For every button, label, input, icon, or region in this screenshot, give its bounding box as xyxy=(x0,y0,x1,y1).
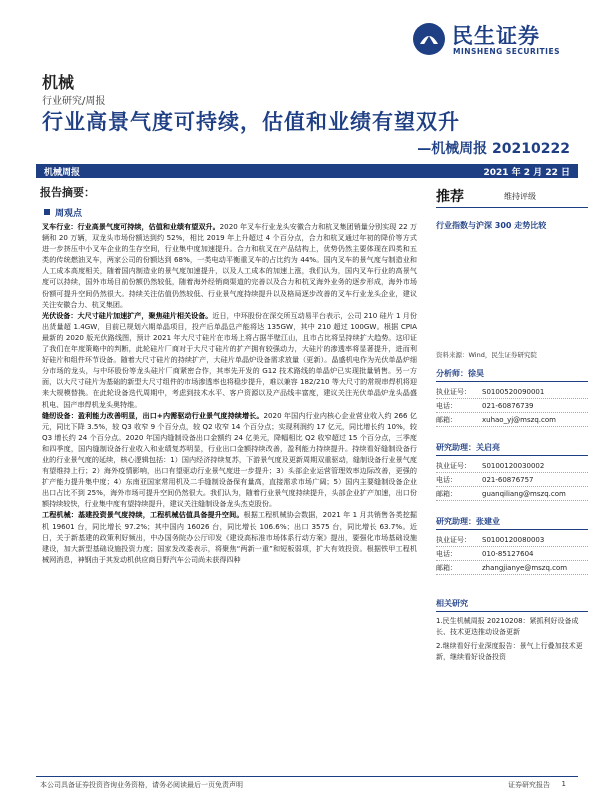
paragraph xyxy=(42,310,417,410)
related-item[interactable]: 1.民生机械周报 20210208：紧抓利好设备成长、技术更迭推动设备更新 xyxy=(436,617,579,636)
field-key: 执业证号： xyxy=(436,462,471,470)
title-band xyxy=(36,164,578,178)
rating-label: 推荐 xyxy=(436,189,464,205)
analyst-row xyxy=(436,561,588,575)
related-item[interactable]: 2.继续看好行业深度报告：景气上行叠加技术更新，继续看好设备投资 xyxy=(436,642,583,661)
analyst-role: 分析师： xyxy=(436,369,468,378)
paragraph-lead: 光伏设备：大尺寸硅片加速扩产，聚焦硅片相关设备。 xyxy=(42,310,213,320)
square-bullet-icon xyxy=(44,209,50,215)
field-value[interactable]: zhangjianye@mszq.com xyxy=(482,564,568,572)
section-heading xyxy=(44,206,82,219)
brand-name-en: MINSHENG SECURITIES xyxy=(453,47,560,56)
field-value: S0100120080003 xyxy=(482,536,545,544)
summary-body xyxy=(42,221,417,565)
analyst-row xyxy=(436,399,588,413)
field-key: 执业证号： xyxy=(436,388,471,396)
analyst-row xyxy=(436,385,588,399)
rating-value: 维持评级 xyxy=(504,192,536,201)
field-value: 021-60876757 xyxy=(482,476,534,484)
paragraph-text: 近日，中环股份在深交所互动易平台表示，公司 210 硅片 1 月份出货量超 1.4GW，目前已规划六期单晶项目，投产后单晶总产能将达 135GW，其中 210 超过 100GW。根据 CPIA 最新的 2020 版光伏路线图，预计 2021 年大尺寸硅片在市场上将占据半壁江山，且市占比将呈持续扩大趋势。这印证了我们在年度策略中的判断，此轮硅片厂商对于大尺寸硅片的扩产拥有较强动力，大硅片的渗透率将显著提升，进而利好硅片和组件环节设备。随着大尺寸硅片的持续扩产，大硅片单晶炉设备需求放量（更新）。晶盛机电作为光伏单晶炉细分市场的龙头，与中环股份等龙头硅片厂商紧密合作，其率先开发的 G12 技术路线的单晶炉已实现批量销售。另一方面，以大尺寸硅片为基础的新型大尺寸组件的市场渗透率也将稳步提升，难以兼容 182/210 等大尺寸的常规串焊机将迎来大规模替换。在此轮设备迭代周期中，考虑到技术水平、客户资源以及产品线丰富度，建议关注光伏单晶炉龙头晶盛机电、国产串焊机龙头奥特维。 xyxy=(42,310,417,409)
paragraph xyxy=(42,410,417,510)
summary-label: 报告摘要： xyxy=(40,186,95,199)
field-value[interactable]: guanqiliang@mszq.com xyxy=(482,490,566,498)
page-subtitle: —机械周报 20210222 xyxy=(417,141,570,157)
field-value: 010-85127604 xyxy=(482,550,534,558)
paragraph-lead: 叉车行业：行业高景气度可持续，估值和业绩有望双升。 xyxy=(42,222,220,231)
analyst-name: 张建业 xyxy=(476,517,500,526)
footer-disclaimer: 本公司具备证券投资咨询业务资格，请务必阅读最后一页免责声明 xyxy=(40,781,243,789)
field-value[interactable]: xuhao_yj@mszq.com xyxy=(482,416,556,424)
analyst-block xyxy=(436,516,588,575)
field-value: S0100520090001 xyxy=(482,388,545,396)
chart-source: 资料来源：Wind，民生证券研究院 xyxy=(436,351,537,359)
paragraph-text: 2020 年国内行业内核心企业营业收入约 266 亿元，同比下降 3.5%，较 Q3 收窄 9 个百分点，较 Q2 收窄 14 个百分点；实现利润约 17 亿元，同比增长约 10%，较 Q3 增长约 24 个百分点。2020 年国内缝制设备出口金额约 24 亿美元，降幅相比 Q2 收窄超过 15 个百分点，三季度和四季度，国内缝制设备行业收入和业绩复苏明显，行业出口金额持续改善，盈利能力持续提升。持续看好缝制设备行业的行业景气度的延续，核心逻辑包括：1）国内经济持续复苏，下游景气度及更新周期双重驱动，缝制设备行业景气度有望维持上行；2）海外疫情影响，出口有望驱动行业景气度进一步提升；3）头部企业运营管理效率边际改善，更强的扩产能力提升集中度；4）东南亚国家常用机及二手缝制设备保有量高，直接需求市场广阔；5）国内主要缝制设备企业出口占比不到 25%，海外市场可提升空间仍然很大。我们认为，随着行业景气度持续提升，头部企业扩产加速，出口份额持续较快，行业集中度有望持续提升，建议关注缝制设备龙头杰克股份。 xyxy=(42,410,417,509)
analyst-name-line xyxy=(436,442,588,456)
section-heading-text: 周观点 xyxy=(55,209,83,219)
paragraph-lead: 缝纫设备：盈利能力改善明显，出口+内需驱动行业景气度持续增长。 xyxy=(42,410,264,420)
sidebar xyxy=(436,186,588,661)
footer-doc-type: 证券研究报告 xyxy=(508,781,550,789)
brand-name-cn: 民生证券 xyxy=(452,24,540,48)
page-number: 1 xyxy=(561,780,566,788)
paragraph xyxy=(42,221,417,310)
field-key: 电话： xyxy=(436,476,457,484)
paragraph-text: 2020 年叉车行业龙头安徽合力和杭叉集团销量分别实现 22 万辆和 20 万辆，双龙头市场份额达到约 52%，相比 2019 年上升超过 4 个百分点，合力和杭叉通过年初的降价等方式进一步挤压中小叉车企业的生存空间，行业集中度加速提升。合力和杭叉在产品结构上，优势仍然主要体现在四类和五类的传统燃油叉车，两家公司的份额达到 68%，一类电动平衡重叉车的占比约为 44%。国内叉车的景气度与制造业和人工成本高度相关，随着国内制造业的景气度加速提升，以及人工成本的加速上涨，我们认为，国内叉车行业的高景气度可以持续，国外市场目前份额仍然较低，随着海外经销商渠道的完善以及合力和杭叉海外业务的逐步形成，海外市场份额可提升空间仍然很大。持续关注估值仍然较低、行业景气度持续提升以及格局逐步改善的叉车行业龙头企业，建议关注安徽合力、杭叉集团。 xyxy=(42,222,417,309)
analyst-block xyxy=(436,368,588,427)
field-value: 021-60876739 xyxy=(482,402,534,410)
band-report-name: 机械周报 xyxy=(44,168,81,178)
analyst-role: 研究助理： xyxy=(436,443,476,452)
related-title: 相关研究 xyxy=(436,598,588,612)
analyst-name-line xyxy=(436,368,588,382)
analyst-row xyxy=(436,413,588,427)
field-key: 电话： xyxy=(436,402,457,410)
paragraph-lead: 工程机械：基建投资景气度持续，工程机械估值具备提升空间。 xyxy=(42,510,244,520)
analyst-row xyxy=(436,533,588,547)
chart-svg xyxy=(436,234,584,346)
analyst-block xyxy=(436,442,588,501)
footer-divider xyxy=(36,776,578,777)
analyst-row xyxy=(436,473,588,487)
band-date: 2021 年 2 月 22 日 xyxy=(483,168,570,178)
paragraph xyxy=(42,509,417,564)
minsheng-emblem-icon xyxy=(412,22,446,56)
field-value: S0100120030002 xyxy=(482,462,545,470)
field-key: 邮箱： xyxy=(436,490,457,498)
analyst-row xyxy=(436,487,588,501)
field-key: 邮箱： xyxy=(436,416,457,424)
field-key: 执业证号： xyxy=(436,536,471,544)
analyst-name-line xyxy=(436,516,588,530)
analyst-name: 关启亮 xyxy=(476,443,500,452)
analyst-role: 研究助理： xyxy=(436,517,476,526)
analyst-name: 徐昊 xyxy=(468,369,484,378)
field-key: 电话： xyxy=(436,550,457,558)
paragraph-text: 根据工程机械协会数据，2021 年 1 月共销售各类挖掘机 19601 台，同比增长 97.2%；其中国内 16026 台，同比增长 106.6%；出口 3575 台，同比增长 63.7%。近日，关于新基建的政策利好频出，中办国务院办公厅印发《建设高标准市场体系行动方案》提出，要强化市场基础设施建设，加大新型基础设施投资力度；国家发改委表示，将聚焦“两新一重”和短板弱项，扩大有效投资。根据铁甲工程机械网消息，神钢由于其发动机供应商日野汽车公司尚未获得四种 xyxy=(42,510,417,564)
report-type: 行业研究/周报 xyxy=(42,96,106,107)
analyst-row xyxy=(436,459,588,473)
chart-area xyxy=(436,234,584,346)
rating-row xyxy=(436,186,588,208)
field-key: 邮箱： xyxy=(436,564,457,572)
analyst-row xyxy=(436,547,588,561)
minsheng-logo xyxy=(412,20,582,60)
sector-label: 机械 xyxy=(42,73,75,92)
chart-title: 行业指数与沪深 300 走势比较 xyxy=(436,221,547,230)
related-research xyxy=(436,598,588,666)
page-title: 行业高景气度可持续，估值和业绩有望双升 xyxy=(42,110,460,134)
